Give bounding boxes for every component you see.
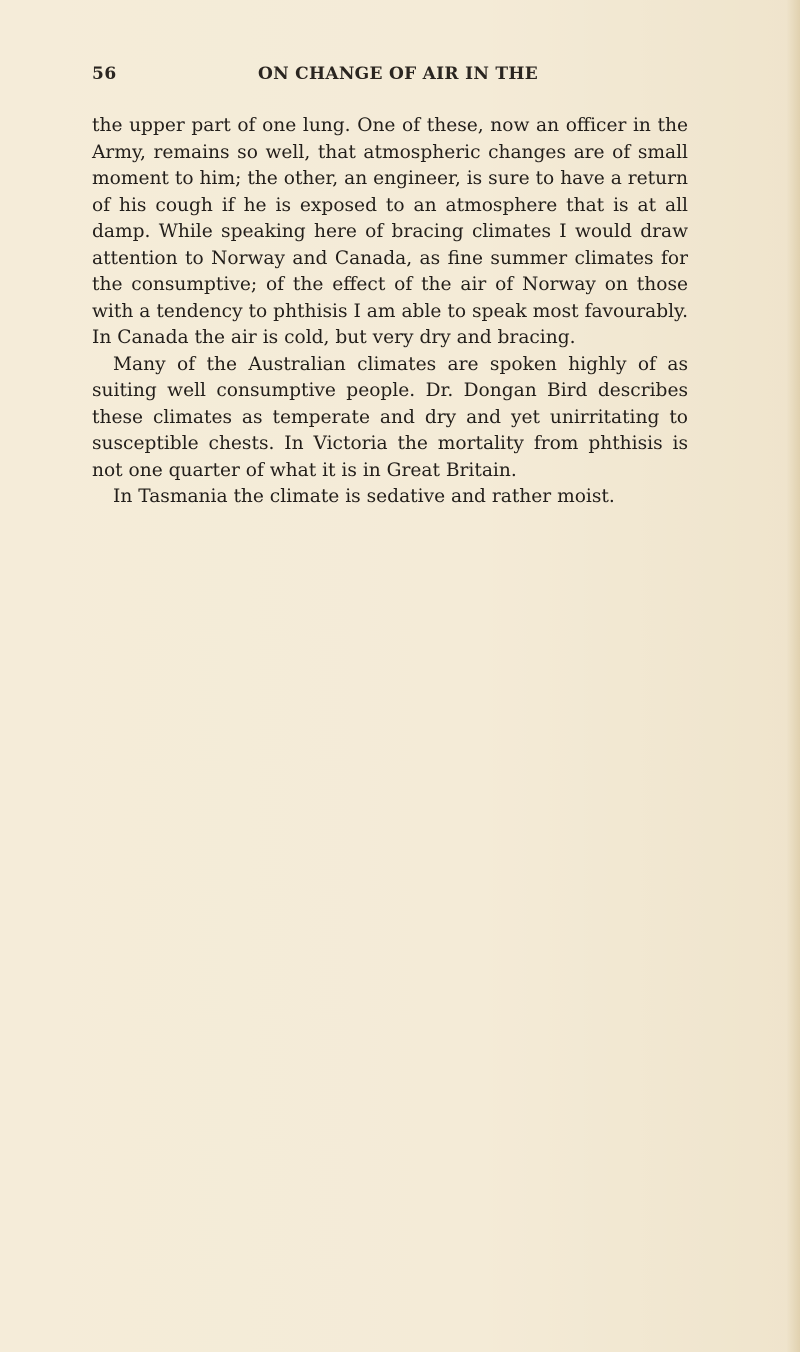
paragraph-3: In Tasmania the climate is sedative and rather moist. (113, 486, 615, 507)
running-title: ON CHANGE OF AIR IN THE (258, 64, 538, 84)
page-number: 56 (92, 64, 117, 84)
running-header (92, 64, 686, 94)
paragraph-1: the upper part of one lung. One of these, now an officer in the Army, remains so well, that atmospheric changes are of small moment to him; the other, an engineer, is sure to have a return of his cough if he is exposed to an atmosphere that is at all damp. While speaking here of bracing climates I would draw attention to Norway and Canada, as fine summer climates for the consumptive; of the effect of the air of Norway on those with a tendency to phthisis I am able to speak most favourably. In Canada the air is cold, but very dry and bracing. (92, 115, 688, 348)
page-edge-shadow (786, 0, 800, 1352)
paragraph-2: Many of the Australian climates are spoken highly of as suiting well consumptive people. Dr. Dongan Bird describes these climates as temperate and dry and yet unirritating to susceptible chests. In Victoria the mortality from phthisis is not one quarter of what it is in Great Britain. (92, 353, 688, 481)
body-text (92, 113, 688, 511)
